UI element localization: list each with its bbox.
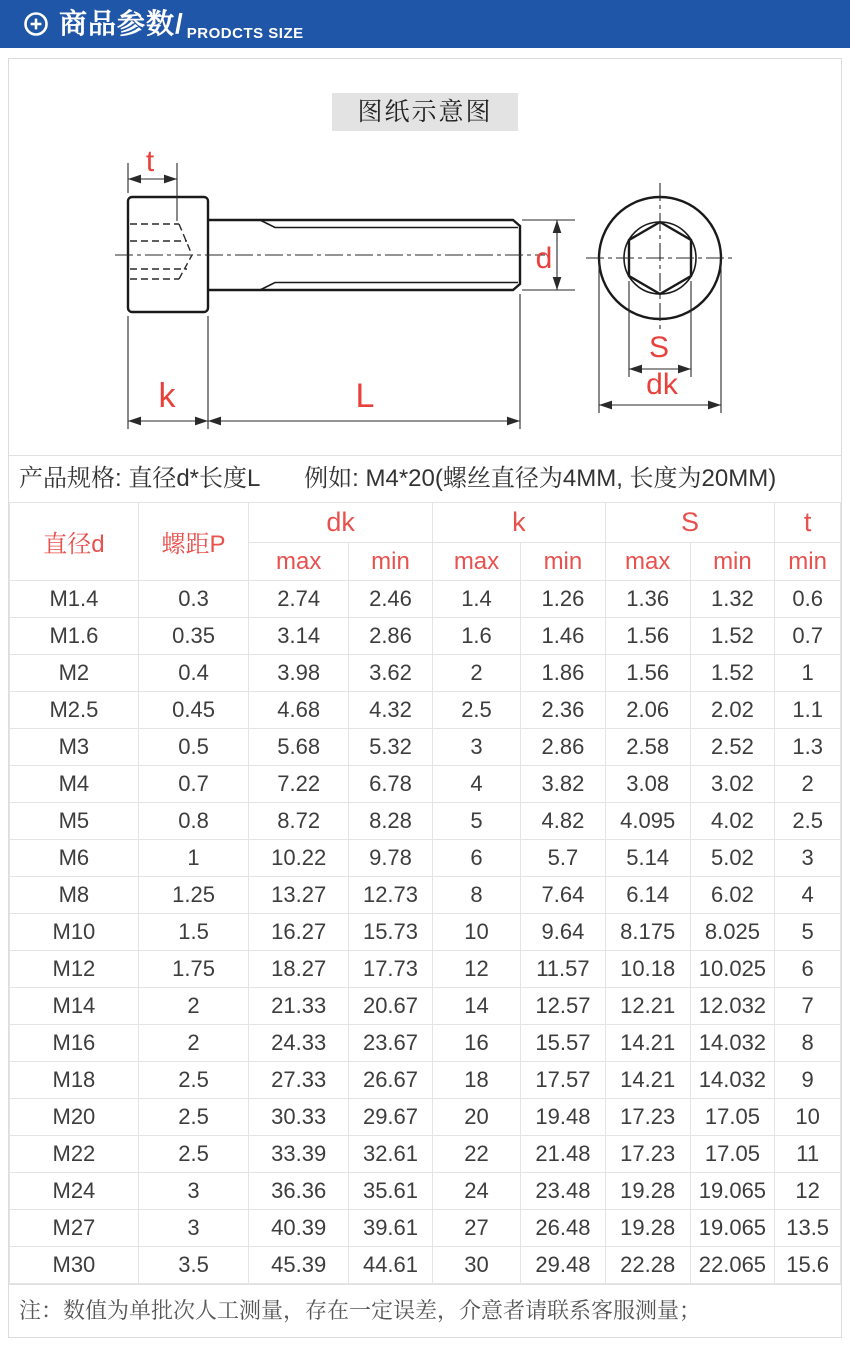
table-cell: 1.36 (605, 581, 690, 618)
table-row (10, 914, 841, 951)
table-cell: 32.61 (349, 1136, 433, 1173)
table-cell: 4 (432, 766, 520, 803)
table-cell: 4.32 (349, 692, 433, 729)
table-cell: 9.78 (349, 840, 433, 877)
table-cell: 5.68 (249, 729, 349, 766)
drawing-caption: 图纸示意图 (332, 93, 518, 131)
table-row (10, 877, 841, 914)
col-group-k: k (432, 503, 605, 543)
table-cell: 17.05 (690, 1136, 775, 1173)
table-cell: 3.98 (249, 655, 349, 692)
table-cell: 10 (432, 914, 520, 951)
table-cell: 0.5 (138, 729, 249, 766)
table-cell: 13.27 (249, 877, 349, 914)
table-cell: 4.02 (690, 803, 775, 840)
table-cell: 5.02 (690, 840, 775, 877)
table-cell: 17.73 (349, 951, 433, 988)
table-cell: 5.14 (605, 840, 690, 877)
col-header-k-max: max (432, 543, 520, 581)
table-cell: 5 (775, 914, 841, 951)
table-cell: 1.4 (432, 581, 520, 618)
table-cell: 1.52 (690, 655, 775, 692)
table-cell: M10 (10, 914, 139, 951)
table-cell: 19.28 (605, 1173, 690, 1210)
table-cell: 10.025 (690, 951, 775, 988)
spec-table (9, 502, 841, 1284)
table-cell: 1.32 (690, 581, 775, 618)
table-cell: 29.67 (349, 1099, 433, 1136)
table-cell: 1.75 (138, 951, 249, 988)
table-cell: M6 (10, 840, 139, 877)
table-cell: 18 (432, 1062, 520, 1099)
table-cell: M8 (10, 877, 139, 914)
table-row (10, 1210, 841, 1247)
table-cell: 16.27 (249, 914, 349, 951)
table-cell: 17.57 (521, 1062, 606, 1099)
table-cell: 12.57 (521, 988, 606, 1025)
table-row (10, 840, 841, 877)
content-box (8, 58, 842, 1338)
table-cell: M22 (10, 1136, 139, 1173)
table-cell: M1.4 (10, 581, 139, 618)
table-cell: 2 (432, 655, 520, 692)
table-cell: 3.08 (605, 766, 690, 803)
table-row (10, 1099, 841, 1136)
table-cell: 17.23 (605, 1099, 690, 1136)
table-cell: 0.6 (775, 581, 841, 618)
table-cell: M5 (10, 803, 139, 840)
table-cell: 5.7 (521, 840, 606, 877)
table-cell: 0.7 (775, 618, 841, 655)
table-cell: 2.86 (349, 618, 433, 655)
table-cell: 3 (432, 729, 520, 766)
screw-end-view (586, 183, 734, 413)
table-cell: 14 (432, 988, 520, 1025)
table-cell: 14.032 (690, 1062, 775, 1099)
table-cell: 2.74 (249, 581, 349, 618)
table-cell: 19.065 (690, 1173, 775, 1210)
table-cell: 12 (432, 951, 520, 988)
table-cell: 1.1 (775, 692, 841, 729)
table-cell: 14.21 (605, 1025, 690, 1062)
table-cell: 1.56 (605, 618, 690, 655)
col-header-dk-min: min (349, 543, 433, 581)
table-cell: 8.175 (605, 914, 690, 951)
spec-table-body (10, 581, 841, 1284)
table-cell: 4.095 (605, 803, 690, 840)
dim-label-dk: dk (646, 368, 678, 401)
table-cell: 15.57 (521, 1025, 606, 1062)
table-cell: 0.7 (138, 766, 249, 803)
table-row (10, 1025, 841, 1062)
page-title: 商品参数/ (59, 8, 184, 39)
table-cell: 8.72 (249, 803, 349, 840)
table-cell: 22.065 (690, 1247, 775, 1284)
table-row (10, 618, 841, 655)
col-header-diameter: 直径d (10, 503, 139, 581)
table-cell: 11.57 (521, 951, 606, 988)
table-cell: 44.61 (349, 1247, 433, 1284)
table-row (10, 581, 841, 618)
table-cell: 1.6 (432, 618, 520, 655)
table-cell: 2.58 (605, 729, 690, 766)
col-header-k-min: min (521, 543, 606, 581)
table-row (10, 655, 841, 692)
table-cell: 21.48 (521, 1136, 606, 1173)
table-cell: 10.18 (605, 951, 690, 988)
table-cell: 45.39 (249, 1247, 349, 1284)
table-cell: 5 (432, 803, 520, 840)
page-subtitle: PRODCTS SIZE (186, 25, 304, 42)
table-cell: M30 (10, 1247, 139, 1284)
table-cell: 4 (775, 877, 841, 914)
measurement-note: 注：数值为单批次人工测量，存在一定误差，介意者请联系客服测量； (9, 1284, 841, 1337)
table-cell: 14.032 (690, 1025, 775, 1062)
table-cell: 1.26 (521, 581, 606, 618)
table-cell: 2.02 (690, 692, 775, 729)
section-header (0, 0, 850, 48)
table-cell: 12.73 (349, 877, 433, 914)
table-cell: 1 (138, 840, 249, 877)
table-cell: 2.5 (775, 803, 841, 840)
col-group-t: t (775, 503, 841, 543)
table-cell: 18.27 (249, 951, 349, 988)
table-cell: 2 (775, 766, 841, 803)
table-cell: 1.56 (605, 655, 690, 692)
table-cell: 1.25 (138, 877, 249, 914)
table-cell: 15.73 (349, 914, 433, 951)
table-cell: M20 (10, 1099, 139, 1136)
col-header-pitch: 螺距P (138, 503, 249, 581)
table-cell: 6.78 (349, 766, 433, 803)
dim-label-S: S (648, 331, 670, 364)
table-cell: M3 (10, 729, 139, 766)
table-cell: 13.5 (775, 1210, 841, 1247)
table-cell: 6 (432, 840, 520, 877)
drawing-section (9, 59, 841, 455)
table-cell: 1.3 (775, 729, 841, 766)
table-cell: 4.82 (521, 803, 606, 840)
table-cell: 22.28 (605, 1247, 690, 1284)
table-cell: 17.23 (605, 1136, 690, 1173)
table-cell: 6.14 (605, 877, 690, 914)
table-cell: 2.5 (138, 1136, 249, 1173)
table-cell: 40.39 (249, 1210, 349, 1247)
table-cell: M27 (10, 1210, 139, 1247)
table-cell: 2.36 (521, 692, 606, 729)
table-row (10, 729, 841, 766)
screw-side-view (115, 145, 575, 429)
table-cell: 26.48 (521, 1210, 606, 1247)
table-cell: 29.48 (521, 1247, 606, 1284)
table-cell: 27.33 (249, 1062, 349, 1099)
table-cell: 0.45 (138, 692, 249, 729)
spec-example: 例如: M4*20(螺丝直径为4MM, 长度为20MM) (304, 465, 777, 492)
technical-drawing (9, 131, 841, 455)
table-cell: 26.67 (349, 1062, 433, 1099)
table-cell: M16 (10, 1025, 139, 1062)
table-cell: 6 (775, 951, 841, 988)
table-cell: 3 (138, 1173, 249, 1210)
table-cell: 8 (432, 877, 520, 914)
table-cell: 30 (432, 1247, 520, 1284)
spec-line (9, 455, 841, 502)
table-cell: 10 (775, 1099, 841, 1136)
table-row (10, 1173, 841, 1210)
col-group-dk: dk (249, 503, 433, 543)
table-cell: M18 (10, 1062, 139, 1099)
table-cell: M2 (10, 655, 139, 692)
table-cell: 14.21 (605, 1062, 690, 1099)
table-cell: 2.06 (605, 692, 690, 729)
table-cell: 7.64 (521, 877, 606, 914)
table-cell: 2 (138, 1025, 249, 1062)
table-cell: 12.032 (690, 988, 775, 1025)
table-cell: M4 (10, 766, 139, 803)
table-cell: M12 (10, 951, 139, 988)
table-cell: M1.6 (10, 618, 139, 655)
table-cell: 35.61 (349, 1173, 433, 1210)
dim-label-d: d (535, 242, 553, 275)
table-row (10, 1136, 841, 1173)
table-cell: 22 (432, 1136, 520, 1173)
table-cell: 8.025 (690, 914, 775, 951)
table-cell: 21.33 (249, 988, 349, 1025)
table-row (10, 803, 841, 840)
table-cell: 2.5 (138, 1099, 249, 1136)
table-row (10, 692, 841, 729)
table-cell: 1 (775, 655, 841, 692)
table-cell: 1.46 (521, 618, 606, 655)
table-cell: 12 (775, 1173, 841, 1210)
table-cell: 17.05 (690, 1099, 775, 1136)
table-cell: 24 (432, 1173, 520, 1210)
table-cell: M14 (10, 988, 139, 1025)
table-cell: 3 (138, 1210, 249, 1247)
table-cell: 27 (432, 1210, 520, 1247)
plus-circle-icon (22, 10, 50, 38)
table-cell: 0.8 (138, 803, 249, 840)
table-cell: 1.52 (690, 618, 775, 655)
table-row (10, 1247, 841, 1284)
table-cell: 3.14 (249, 618, 349, 655)
col-group-s: S (605, 503, 775, 543)
table-cell: 2 (138, 988, 249, 1025)
table-cell: 9 (775, 1062, 841, 1099)
table-cell: M24 (10, 1173, 139, 1210)
table-cell: 2.52 (690, 729, 775, 766)
table-cell: 11 (775, 1136, 841, 1173)
table-cell: 19.065 (690, 1210, 775, 1247)
table-cell: 20.67 (349, 988, 433, 1025)
table-cell: 5.32 (349, 729, 433, 766)
table-cell: 3.62 (349, 655, 433, 692)
table-cell: 0.35 (138, 618, 249, 655)
table-cell: 2.5 (138, 1062, 249, 1099)
table-cell: 3.82 (521, 766, 606, 803)
col-header-s-min: min (690, 543, 775, 581)
table-cell: 10.22 (249, 840, 349, 877)
table-cell: 7 (775, 988, 841, 1025)
table-cell: M2.5 (10, 692, 139, 729)
table-cell: 15.6 (775, 1247, 841, 1284)
table-cell: 7.22 (249, 766, 349, 803)
table-row (10, 951, 841, 988)
table-cell: 2.5 (432, 692, 520, 729)
table-row (10, 1062, 841, 1099)
table-cell: 19.48 (521, 1099, 606, 1136)
table-cell: 16 (432, 1025, 520, 1062)
table-cell: 0.4 (138, 655, 249, 692)
table-cell: 4.68 (249, 692, 349, 729)
table-cell: 3.02 (690, 766, 775, 803)
table-row (10, 766, 841, 803)
table-cell: 8 (775, 1025, 841, 1062)
table-cell: 6.02 (690, 877, 775, 914)
spec-format: 产品规格: 直径d*长度L (19, 465, 260, 492)
table-cell: 20 (432, 1099, 520, 1136)
table-cell: 9.64 (521, 914, 606, 951)
table-cell: 1.5 (138, 914, 249, 951)
table-cell: 24.33 (249, 1025, 349, 1062)
table-cell: 33.39 (249, 1136, 349, 1173)
table-cell: 23.48 (521, 1173, 606, 1210)
table-cell: 12.21 (605, 988, 690, 1025)
table-cell: 3.5 (138, 1247, 249, 1284)
table-cell: 2.86 (521, 729, 606, 766)
table-cell: 36.36 (249, 1173, 349, 1210)
table-cell: 3 (775, 840, 841, 877)
table-cell: 30.33 (249, 1099, 349, 1136)
table-cell: 8.28 (349, 803, 433, 840)
table-row (10, 988, 841, 1025)
col-header-dk-max: max (249, 543, 349, 581)
dim-label-t: t (145, 145, 155, 178)
col-header-t-min: min (775, 543, 841, 581)
table-cell: 39.61 (349, 1210, 433, 1247)
dim-label-k: k (158, 377, 176, 415)
table-cell: 23.67 (349, 1025, 433, 1062)
table-cell: 2.46 (349, 581, 433, 618)
col-header-s-max: max (605, 543, 690, 581)
table-cell: 19.28 (605, 1210, 690, 1247)
table-cell: 1.86 (521, 655, 606, 692)
dim-label-L: L (355, 377, 375, 415)
table-cell: 0.3 (138, 581, 249, 618)
